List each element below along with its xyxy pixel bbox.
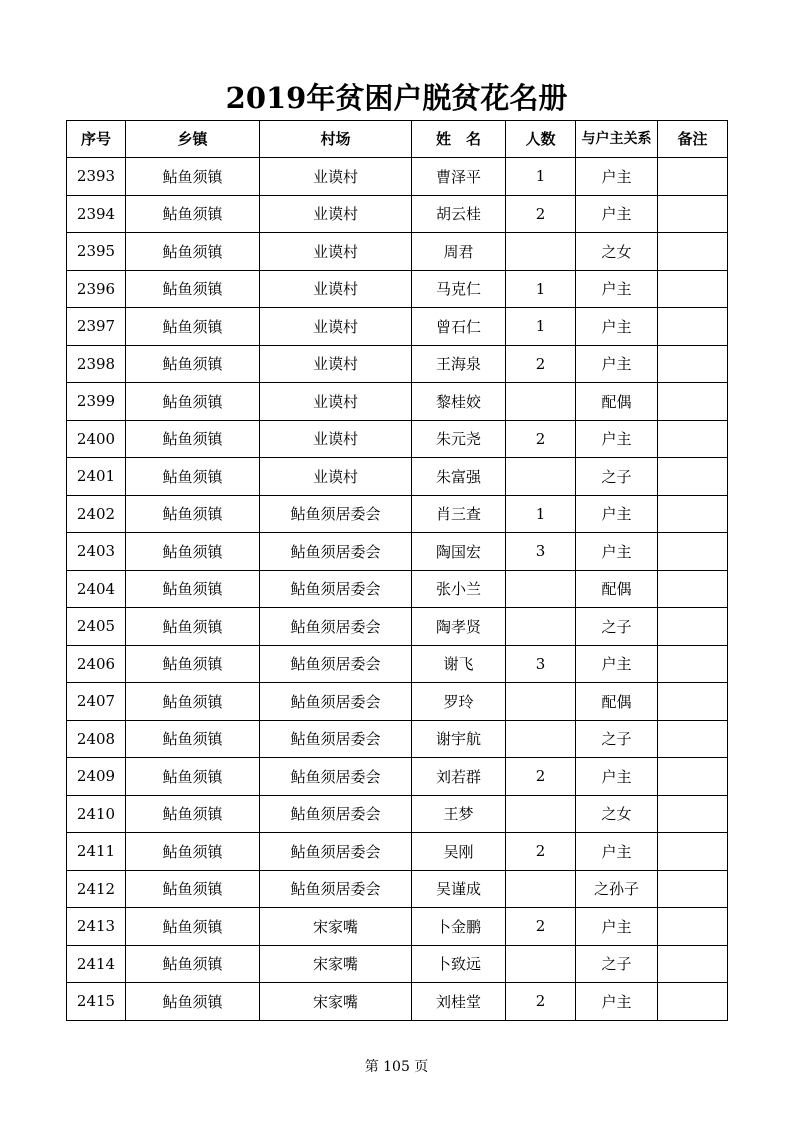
table-row (67, 233, 728, 271)
cell-name: 曹泽平 (412, 158, 506, 196)
header-name: 姓 名 (412, 121, 506, 158)
header-relation: 与户主关系 (576, 121, 658, 158)
cell-relation: 户主 (576, 833, 658, 871)
table-row (67, 270, 728, 308)
cell-seq: 2408 (67, 720, 126, 758)
cell-village: 业谟村 (260, 458, 412, 496)
cell-count: 3 (506, 645, 576, 683)
cell-count: 2 (506, 345, 576, 383)
cell-note (658, 270, 728, 308)
cell-town: 鲇鱼须镇 (126, 383, 260, 421)
cell-count: 2 (506, 983, 576, 1021)
cell-note (658, 158, 728, 196)
cell-seq: 2402 (67, 495, 126, 533)
cell-count: 3 (506, 533, 576, 571)
header-row (67, 121, 728, 158)
cell-town: 鲇鱼须镇 (126, 495, 260, 533)
cell-count (506, 233, 576, 271)
cell-relation: 之子 (576, 945, 658, 983)
cell-relation: 户主 (576, 908, 658, 946)
cell-note (658, 570, 728, 608)
cell-village: 鲇鱼须居委会 (260, 833, 412, 871)
cell-note (658, 195, 728, 233)
header-village: 村场 (260, 121, 412, 158)
cell-seq: 2397 (67, 308, 126, 346)
cell-note (658, 458, 728, 496)
cell-town: 鲇鱼须镇 (126, 608, 260, 646)
cell-note (658, 645, 728, 683)
cell-seq: 2396 (67, 270, 126, 308)
cell-seq: 2411 (67, 833, 126, 871)
table-row (67, 458, 728, 496)
table-row (67, 308, 728, 346)
cell-village: 业谟村 (260, 195, 412, 233)
cell-name: 黎桂姣 (412, 383, 506, 421)
cell-village: 业谟村 (260, 383, 412, 421)
table-row (67, 720, 728, 758)
table-row (67, 608, 728, 646)
cell-name: 朱元尧 (412, 420, 506, 458)
cell-name: 曾石仁 (412, 308, 506, 346)
cell-town: 鲇鱼须镇 (126, 645, 260, 683)
page-title: 2019年贫困户脱贫花名册 (225, 81, 568, 115)
cell-village: 业谟村 (260, 158, 412, 196)
cell-seq: 2409 (67, 758, 126, 796)
cell-village: 鲇鱼须居委会 (260, 720, 412, 758)
cell-village: 鲇鱼须居委会 (260, 758, 412, 796)
cell-count: 2 (506, 833, 576, 871)
cell-count: 2 (506, 908, 576, 946)
table-row (67, 570, 728, 608)
cell-town: 鲇鱼须镇 (126, 833, 260, 871)
cell-town: 鲇鱼须镇 (126, 983, 260, 1021)
cell-relation: 之女 (576, 233, 658, 271)
cell-village: 鲇鱼须居委会 (260, 870, 412, 908)
cell-village: 业谟村 (260, 308, 412, 346)
cell-count: 1 (506, 495, 576, 533)
cell-seq: 2398 (67, 345, 126, 383)
cell-name: 卜致远 (412, 945, 506, 983)
cell-relation: 之孙子 (576, 870, 658, 908)
table-row (67, 945, 728, 983)
cell-relation: 户主 (576, 758, 658, 796)
cell-count (506, 608, 576, 646)
cell-name: 陶国宏 (412, 533, 506, 571)
cell-name: 王梦 (412, 795, 506, 833)
cell-name: 朱富强 (412, 458, 506, 496)
cell-count (506, 458, 576, 496)
cell-name: 陶孝贤 (412, 608, 506, 646)
cell-town: 鲇鱼须镇 (126, 795, 260, 833)
cell-relation: 户主 (576, 983, 658, 1021)
cell-note (658, 683, 728, 721)
table-row (67, 495, 728, 533)
cell-seq: 2394 (67, 195, 126, 233)
cell-seq: 2395 (67, 233, 126, 271)
cell-seq: 2414 (67, 945, 126, 983)
cell-name: 罗玲 (412, 683, 506, 721)
cell-name: 吴刚 (412, 833, 506, 871)
table-row (67, 420, 728, 458)
table-row (67, 345, 728, 383)
cell-relation: 户主 (576, 420, 658, 458)
cell-count (506, 720, 576, 758)
cell-town: 鲇鱼须镇 (126, 908, 260, 946)
cell-village: 鲇鱼须居委会 (260, 533, 412, 571)
cell-name: 谢飞 (412, 645, 506, 683)
cell-count (506, 945, 576, 983)
cell-village: 宋家嘴 (260, 908, 412, 946)
cell-town: 鲇鱼须镇 (126, 945, 260, 983)
cell-town: 鲇鱼须镇 (126, 758, 260, 796)
cell-note (658, 720, 728, 758)
cell-note (658, 908, 728, 946)
header-note: 备注 (658, 121, 728, 158)
cell-village: 鲇鱼须居委会 (260, 608, 412, 646)
cell-name: 刘若群 (412, 758, 506, 796)
cell-seq: 2412 (67, 870, 126, 908)
cell-seq: 2404 (67, 570, 126, 608)
table-row (67, 645, 728, 683)
table-row (67, 683, 728, 721)
cell-relation: 户主 (576, 345, 658, 383)
cell-count: 1 (506, 270, 576, 308)
table-row (67, 870, 728, 908)
cell-town: 鲇鱼须镇 (126, 308, 260, 346)
header-seq: 序号 (67, 121, 126, 158)
cell-relation: 之子 (576, 458, 658, 496)
cell-name: 刘桂堂 (412, 983, 506, 1021)
cell-relation: 之子 (576, 608, 658, 646)
cell-relation: 户主 (576, 158, 658, 196)
cell-town: 鲇鱼须镇 (126, 570, 260, 608)
cell-name: 吴谨成 (412, 870, 506, 908)
cell-note (658, 420, 728, 458)
cell-town: 鲇鱼须镇 (126, 158, 260, 196)
cell-seq: 2406 (67, 645, 126, 683)
cell-relation: 配偶 (576, 683, 658, 721)
cell-name: 王海泉 (412, 345, 506, 383)
cell-relation: 户主 (576, 308, 658, 346)
cell-relation: 户主 (576, 495, 658, 533)
roster-body (67, 158, 728, 1021)
cell-village: 鲇鱼须居委会 (260, 570, 412, 608)
cell-note (658, 983, 728, 1021)
cell-village: 业谟村 (260, 233, 412, 271)
cell-note (658, 533, 728, 571)
cell-town: 鲇鱼须镇 (126, 270, 260, 308)
roster-table (66, 120, 728, 1021)
cell-name: 肖三查 (412, 495, 506, 533)
cell-village: 鲇鱼须居委会 (260, 645, 412, 683)
cell-village: 鲇鱼须居委会 (260, 683, 412, 721)
cell-relation: 户主 (576, 195, 658, 233)
cell-relation: 配偶 (576, 383, 658, 421)
cell-name: 周君 (412, 233, 506, 271)
table-row (67, 533, 728, 571)
cell-count: 2 (506, 420, 576, 458)
table-row (67, 758, 728, 796)
cell-relation: 配偶 (576, 570, 658, 608)
table-row (67, 195, 728, 233)
cell-note (658, 758, 728, 796)
cell-seq: 2405 (67, 608, 126, 646)
cell-village: 业谟村 (260, 270, 412, 308)
cell-note (658, 495, 728, 533)
cell-note (658, 833, 728, 871)
cell-town: 鲇鱼须镇 (126, 345, 260, 383)
cell-town: 鲇鱼须镇 (126, 458, 260, 496)
cell-count: 1 (506, 308, 576, 346)
cell-seq: 2393 (67, 158, 126, 196)
cell-count (506, 383, 576, 421)
cell-note (658, 608, 728, 646)
table-row (67, 795, 728, 833)
cell-seq: 2400 (67, 420, 126, 458)
cell-note (658, 795, 728, 833)
cell-note (658, 945, 728, 983)
cell-seq: 2403 (67, 533, 126, 571)
cell-note (658, 308, 728, 346)
cell-note (658, 345, 728, 383)
cell-village: 鲇鱼须居委会 (260, 495, 412, 533)
cell-note (658, 383, 728, 421)
cell-village: 业谟村 (260, 345, 412, 383)
cell-town: 鲇鱼须镇 (126, 233, 260, 271)
cell-town: 鲇鱼须镇 (126, 195, 260, 233)
cell-name: 卜金鹏 (412, 908, 506, 946)
cell-count: 1 (506, 158, 576, 196)
cell-seq: 2407 (67, 683, 126, 721)
cell-village: 鲇鱼须居委会 (260, 795, 412, 833)
cell-town: 鲇鱼须镇 (126, 533, 260, 571)
cell-count (506, 795, 576, 833)
header-count: 人数 (506, 121, 576, 158)
table-row (67, 833, 728, 871)
cell-town: 鲇鱼须镇 (126, 420, 260, 458)
cell-relation: 户主 (576, 533, 658, 571)
cell-town: 鲇鱼须镇 (126, 720, 260, 758)
table-row (67, 908, 728, 946)
cell-count: 2 (506, 758, 576, 796)
cell-village: 业谟村 (260, 420, 412, 458)
cell-village: 宋家嘴 (260, 983, 412, 1021)
cell-count (506, 870, 576, 908)
cell-note (658, 233, 728, 271)
cell-relation: 户主 (576, 645, 658, 683)
cell-name: 张小兰 (412, 570, 506, 608)
cell-town: 鲇鱼须镇 (126, 870, 260, 908)
cell-seq: 2415 (67, 983, 126, 1021)
table-row (67, 383, 728, 421)
cell-relation: 之女 (576, 795, 658, 833)
cell-note (658, 870, 728, 908)
cell-seq: 2410 (67, 795, 126, 833)
cell-relation: 之子 (576, 720, 658, 758)
cell-seq: 2399 (67, 383, 126, 421)
table-row (67, 158, 728, 196)
cell-village: 宋家嘴 (260, 945, 412, 983)
header-town: 乡镇 (126, 121, 260, 158)
cell-town: 鲇鱼须镇 (126, 683, 260, 721)
page-number: 第 105 页 (364, 1059, 429, 1075)
cell-count (506, 683, 576, 721)
table-row (67, 983, 728, 1021)
cell-count: 2 (506, 195, 576, 233)
cell-name: 谢宇航 (412, 720, 506, 758)
cell-count (506, 570, 576, 608)
cell-seq: 2401 (67, 458, 126, 496)
cell-seq: 2413 (67, 908, 126, 946)
cell-relation: 户主 (576, 270, 658, 308)
cell-name: 胡云桂 (412, 195, 506, 233)
cell-name: 马克仁 (412, 270, 506, 308)
